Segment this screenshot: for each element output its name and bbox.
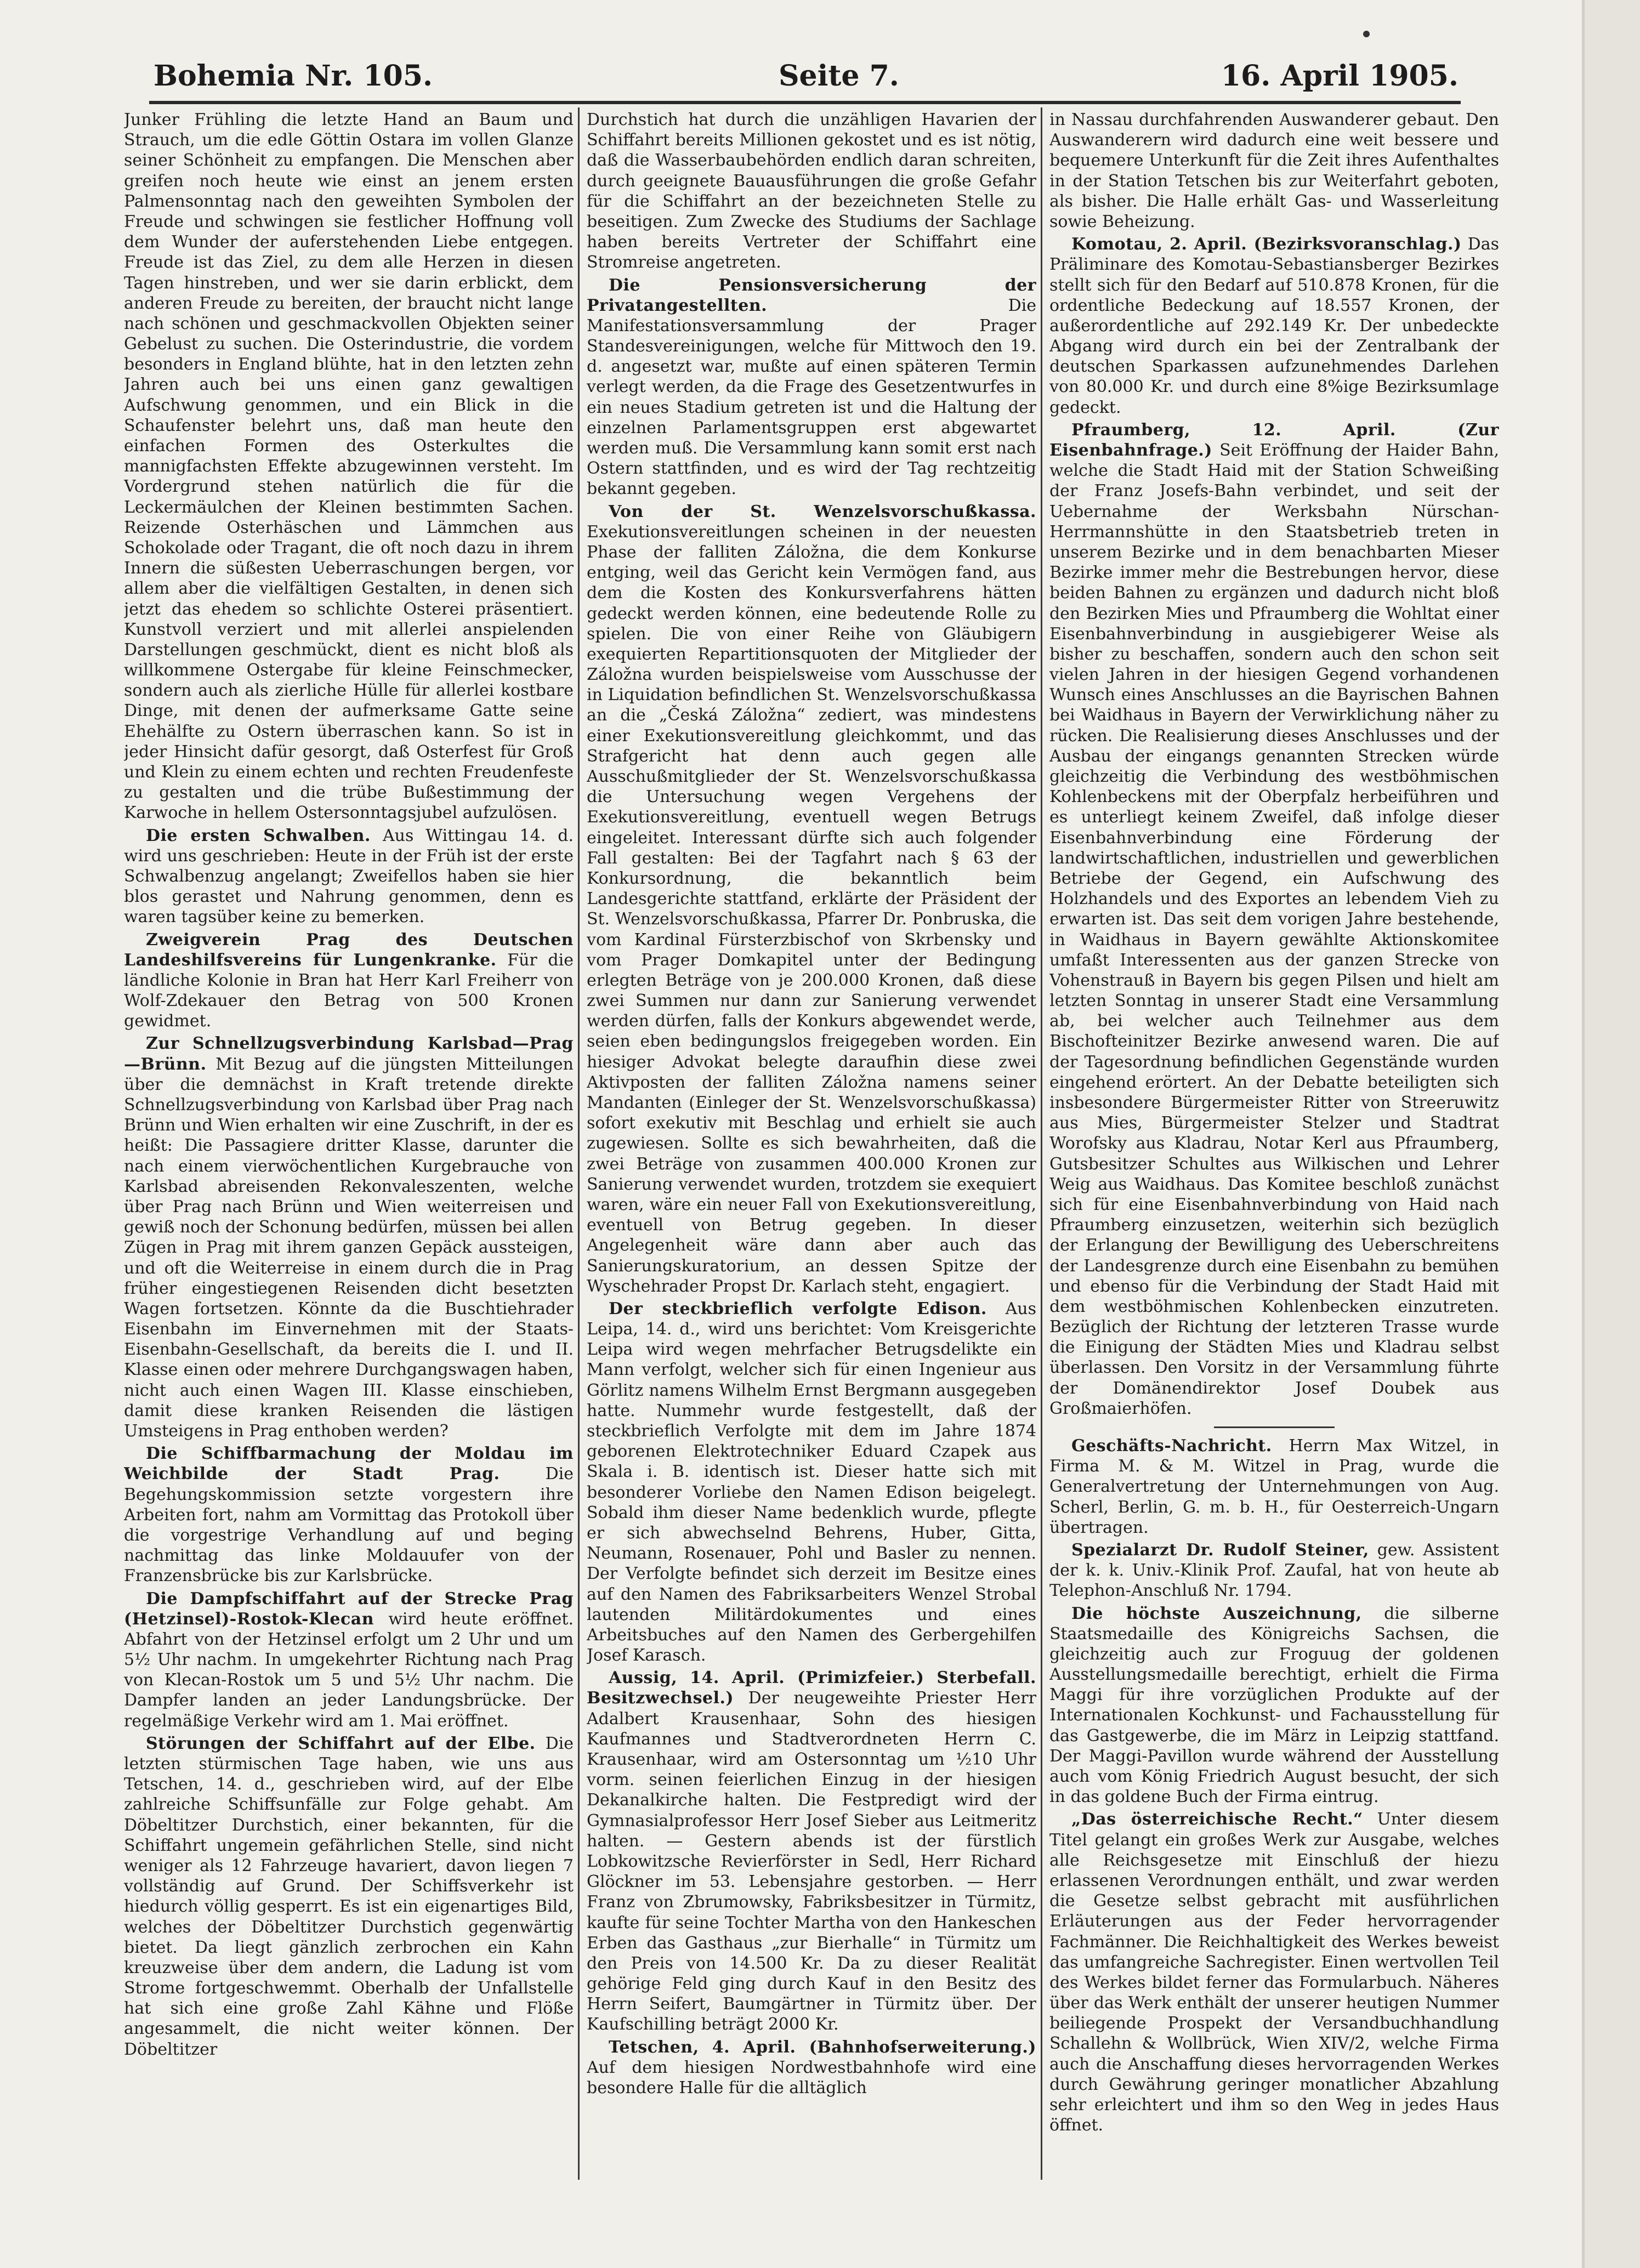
article-headline: Zweigverein Prag des Deutschen Landeshilfsvereins für Lungenkranke.: [124, 930, 574, 970]
article-text: Der neugeweihte Priester Herr Adalbert Krausenhaar, Sohn des hiesigen Kaufmannes und Stadtverordneten Herrn C. Krausenhaar, wird am Ostersonntag um ½10 Uhr vorm. seinen feierlichen Einzug in der hiesigen Dekanalkirche halten. Die Festpredigt wird der Gymnasialprofessor Herr Josef Sieber aus Leitmeritz halten. — Gestern abends ist der fürstlich Lobkowitzsche Revierförster in Sedl, Herr Richard Glöckner im 53. Lebensjahre gestorben. — Herr Franz von Zbrumowsky, Fabriksbesitzer in Türmitz, kaufte für seine Tochter Martha von den Hankeschen Erben das Gasthaus „zur Bierhalle“ in Türmitz um den Preis von 14.500 Kr. Da zu dieser Realität gehörige Feld ging durch Kauf in den Besitz des Herrn Seifert, Baumgärtner in Türmitz über. Der Kaufschilling beträgt 2000 Kr.: [587, 1689, 1036, 2034]
article-headline: Der steckbrieflich verfolgte Edison.: [609, 1299, 987, 1318]
article-text: Für die ländliche Kolonie in Bran hat Herr Karl Freiherr von Wolf-Zdekauer den Betrag von 500 Kronen gewidmet.: [124, 950, 574, 1031]
article-headline: Zur Schnellzugsverbindung Karlsbad—Prag—Brünn.: [124, 1034, 574, 1074]
article-headline: Die Pensionsversicherung der Privatangestellten.: [587, 275, 1036, 315]
article-text: die silberne Staatsmedaille des Königreichs Sachsen, die gleichzeitig auch zur Froguug der goldenen Ausstellungsmedaille berechtigt, erhielt die Firma Maggi für ihre vorzüglichen Produkte auf der Internationalen Kochkunst- und Fachausstellung für das Gastgewerbe, die im März in Leipzig stattfand. Der Maggi-Pavillon wurde während der Ausstellung auch vom König Friedrich August besucht, der sich in das goldene Buch der Firma eintrug.: [1049, 1604, 1499, 1807]
page-header: [154, 59, 1459, 92]
column-2: [587, 110, 1036, 2171]
article-text: Die Begehungskommission setzte vorgestern ihre Arbeiten fort, nahm am Vormittag das Protokoll über die vorgestrige Verhandlung auf und beging nachmittag das linke Moldauufer von der Franzensbrücke bis zur Karlsbrücke.: [124, 1464, 574, 1586]
article-headline: Pfraumberg, 12. April. (Zur Eisenbahnfrage.): [1049, 420, 1499, 460]
article-text: Aus Leipa, 14. d., wird uns berichtet: Vom Kreisgerichte Leipa wird wegen mehrfacher Betrugsdelikte ein Mann verfolgt, welcher sich für einen Ingenieur aus Görlitz namens Wilhelm Ernst Bergmann ausgegeben hatte. Nummehr wurde festgestellt, daß der steckbrieflich Verfolgte mit dem im Jahre 1874 geborenen Elektrotechniker Eduard Czapek aus Skala i. B. identisch ist. Dieser hatte sich mit besonderer Vorliebe den Namen Edison beigelegt. Sobald ihm dieser Name bedenklich wurde, pflegte er sich abwechselnd Behrens, Huber, Gitta, Neumann, Rosenauer, Pohl und Basler zu nennen. Der Verfolgte befindet sich derzeit im Besitze eines auf den Namen des Fabriksarbeiters Wenzel Strobal lautenden Militärdokumentes und eines Arbeitsbuches auf den Namen des Gerbergehilfen Josef Karasch.: [587, 1299, 1036, 1666]
article-paragraph: [124, 1589, 574, 1731]
article-headline: Die ersten Schwalben.: [146, 826, 371, 845]
article-paragraph: [124, 1033, 574, 1441]
article-headline: „Das österreichische Recht.“: [1071, 1810, 1363, 1829]
article-text: in Nassau durchfahrenden Auswanderer gebaut. Den Auswanderern wird dadurch eine weit bessere und bequemere Unterkunft für die Zeit ihres Aufenthaltes in der Station Tetschen bis zur Weiterfahrt geboten, als bisher. Die Halle erhält Gas- und Wasserleitung sowie Beheizung.: [1049, 110, 1499, 231]
page-number: Seite 7.: [779, 59, 899, 93]
article-paragraph: [1049, 1436, 1499, 1538]
article-text: Auf dem hiesigen Nordwestbahnhofe wird eine besondere Halle für die alltäglich: [587, 2057, 1036, 2098]
article-text: Exekutionsvereitlungen scheinen in der neuesten Phase der falliten Záložna, die dem Konkurse entging, weil das Gericht kein Vermögen fand, aus dem die Kosten des Konkursverfahrens hätten gedeckt werden können, eine bedeutende Rolle zu spielen. Die von einer Reihe von Gläubigern exequierten Repartitionsquoten der Mitglieder der Záložna wurden beispielsweise vom Ausschusse der in Liquidation befindlichen St. Wenzelsvorschußkassa an die „Česká Záložna“ zediert, was mindestens einer Exekutionsvereitlung gleichkommt, und das Strafgericht hat denn auch gegen alle Ausschußmitglieder der St. Wenzelsvorschußkassa die Untersuchung wegen Vergehens der Exekutionsvereitlung, eventuell wegen Betrugs eingeleitet. Interessant dürfte sich auch folgender Fall gestalten: Bei der Tagfahrt nach § 63 der Konkursordnung, die bekanntlich beim Landesgerichte stattfand, erklärte der Präsident der St. Wenzelsvorschußkassa, Pfarrer Dr. Ponbruska, die vom Kardinal Fürsterzbischof von Skrbensky und vom Prager Domkapitel unter der Bedingung erlegten Beträge von je 200.000 Kronen, daß diese zwei Summen nur dann zur Sanierung verwendet werden dürfen, falls der Konkurs abgewendet werde, seien eben bedingungslos freigegeben worden. Ein hiesiger Advokat belegte daraufhin diese zwei Aktivposten der falliten Záložna namens seiner Mandanten (Einleger der St. Wenzelsvorschußkassa) sofort exekutiv mit Beschlag und erhielt sie auch zugewiesen. Sollte es sich bewahrheiten, daß die zwei Beträge von zusammen 400.000 Kronen zur Sanierung verwendet wurden, trotzdem sie exequiert waren, wäre ein neuer Fall von Exekutionsvereitlung, eventuell von Betrug gegeben. In dieser Angelegenheit wäre dann aber auch das Sanierungskuratorium, an dessen Spitze der Wyschehrader Propst Dr. Karlach steht, engagiert.: [587, 522, 1036, 1296]
article-paragraph: [1049, 1540, 1499, 1601]
article-paragraph: [1049, 1604, 1499, 1807]
article-paragraph: [124, 930, 574, 1032]
article-headline: Komotau, 2. April. (Bezirksvoranschlag.): [1071, 235, 1462, 254]
article-text: Das Präliminare des Komotau-Sebastiansberger Bezirkes stellt sich für den Bedarf auf 510.878 Kronen, für die ordentliche Bedeckung auf 18.557 Kronen, der außerordentliche auf 292.149 Kr. Der unbedeckte Abgang wird durch ein bei der Zentralbank der deutschen Sparkassen aufzunehmendes Darlehen von 80.000 Kr. und durch eine 8%ige Bezirksumlage gedeckt.: [1049, 235, 1499, 417]
article-paragraph: [124, 1443, 574, 1586]
section-divider: [1214, 1426, 1335, 1428]
binding-margin: [1585, 0, 1640, 2268]
article-text: Herrn Max Witzel, in Firma M. & M. Witzel in Prag, wurde die Generalvertretung der Unternehmungen von Aug. Scherl, Berlin, G. m. b. H., für Oesterreich-Ungarn übertragen.: [1049, 1436, 1499, 1537]
article-text: Mit Bezug auf die jüngsten Mitteilungen über die demnächst in Kraft tretende direkte Schnellzugsverbindung von Karlsbad über Prag nach Brünn und Wien erhalten wir eine Zuschrift, in der es heißt: Die Passagiere dritter Klasse, darunter die nach einem vierwöchentlichen Kurgebrauche von Karlsbad abreisenden Rekonvaleszenten, welche über Prag nach Brünn und Wien weiterreisen und gewiß noch der Schonung bedürfen, müssen bei allen Zügen in Prag mit ihrem ganzen Gepäck aussteigen, und oft die Weiterreise in einem durch die in Prag früher eingestiegenen Reisenden dicht besetzten Wagen fortsetzen. Könnte da die Buschtiehrader Eisenbahn im Einvernehmen mit der Staats-Eisenbahn-Gesellschaft, da bereits die I. und II. Klasse einen oder mehrere Durchgangswagen haben, nicht auch einen Wagen III. Klasse einschieben, damit diese kranken Reisenden die lästigen Umsteigens in Prag enthoben werden?: [124, 1054, 574, 1441]
article-text: Aus Wittingau 14. d. wird uns geschrieben: Heute in der Früh ist der erste Schwalbenzug angelangt; Zweifellos haben sie hier blos gerastet und Nahrung genommen, denn es waren tagsüber keine zu bemerken.: [124, 826, 574, 927]
column-rule: [1041, 107, 1042, 2180]
article-text: Seit Eröffnung der Haider Bahn, welche die Stadt Haid mit der Station Schweißing der Franz Josefs-Bahn verbindet, und seit der Uebernahme der Werksbahn Nürschan-Herrmannshütte in den Staatsbetrieb treten in unserem Bezirke und in dem benachbarten Mieser Bezirke immer mehr die Bestrebungen hervor, diese beiden Bahnen zu ergänzen und dadurch nicht bloß den Bezirken Mies und Pfraumberg die Wohltat einer Eisenbahnverbindung in ausgiebigerer Weise als bisher zu beschaffen, sondern auch den schon seit vielen Jahren in der hiesigen Gegend vorhandenen Wunsch eines Anschlusses an die Bayrischen Bahnen bei Waidhaus in Bayern der Verwirklichung näher zu rücken. Die Realisierung dieses Anschlusses und der Ausbau der eingangs genannten Strecken würde gleichzeitig die Verbindung des westböhmischen Kohlenbeckens mit der Oberpfalz herbeiführen und es unterliegt keinem Zweifel, daß infolge dieser Eisenbahnverbindung eine Förderung der landwirtschaftlichen, industriellen und gewerblichen Betriebe der Gegend, ein Aufschwung des Holzhandels und des Exportes an lebendem Vieh zu erwarten ist. Das seit dem vorigen Jahre bestehende, in Waidhaus in Bayern gewählte Aktionskomitee umfaßt Interessenten aus der ganzen Strecke von Vohenstrauß in Bayern bis gegen Pilsen und hielt am letzten Sonntag in unserer Stadt eine Versammlung ab, bei welcher auch Teilnehmer aus dem Bischofteinitzer Bezirke anwesend waren. Die auf der Tagesordnung befindlichen Gegenstände wurden eingehend erörtert. An der Debatte beteiligten sich insbesondere Bürgermeister Ritter von Streeruwitz aus Mies, Bürgermeister Stelzer und Stadtrat Worofsky aus Kladrau, Notar Kerl aus Pfraumberg, Gutsbesitzer Schultes aus Wilkischen und Lehrer Weig aus Waidhaus. Das Komitee beschloß zunächst sich für eine Eisenbahnverbindung von Haid nach Pfraumberg einzusetzen, weiterhin sich bezüglich der Erlangung der Bewilligung des Ueberschreitens der Landesgrenze durch eine Eisenbahn zu bemühen und ebenso für die Verbindung der Stadt Haid mit dem westböhmischen Kohlenbecken einzutreten. Bezüglich der Richtung der letzteren Trasse wurde die Einigung der Städten Mies und Kladrau selbst überlassen. Den Vorsitz in der Versammlung führte der Domänendirektor Josef Doubek aus Großmaierhöfen.: [1049, 441, 1499, 1418]
article-paragraph: [587, 275, 1036, 499]
column-rule: [578, 107, 580, 2180]
issue-label: Bohemia Nr. 105.: [154, 59, 433, 93]
article-headline: Spezialarzt Dr. Rudolf Steiner,: [1071, 1540, 1369, 1560]
article-headline: Störungen der Schiffahrt auf der Elbe.: [146, 1733, 536, 1753]
article-headline: Geschäfts-Nachricht.: [1071, 1436, 1272, 1456]
article-headline: Tetschen, 4. April. (Bahnhofserweiterung.): [609, 2037, 1036, 2057]
article-paragraph: [587, 1299, 1036, 1666]
article-paragraph: [124, 826, 574, 928]
column-1: [124, 110, 574, 2171]
article-headline: Die höchste Auszeichnung,: [1071, 1604, 1362, 1623]
article-text: wird heute eröffnet. Abfahrt von der Hetzinsel erfolgt um 2 Uhr und um 5½ Uhr nachm. In umgekehrter Richtung nach Prag von Klecan-Rostok um 5 und 5½ Uhr nachm. Die Dampfer landen an jeder Landungsbrücke. Der regelmäßige Verkehr wird am 1. Mai eröffnet.: [124, 1609, 574, 1731]
article-paragraph: [1049, 234, 1499, 418]
column-3: [1049, 110, 1499, 2171]
article-paragraph: [1049, 420, 1499, 1419]
article-text: Die Manifestationsversammlung der Prager Standesvereinigungen, welche für Mittwoch den 19. d. angesetzt war, mußte auf einen späteren Termin verlegt werden, da die Frage des Gesetzentwurfes in ein neues Stadium getreten ist und die Haltung der einzelnen Parlamentsgruppen erst abgewartet werden muß. Die Versammlung kann somit erst nach Ostern stattfinden, und es wird der Tag rechtzeitig bekannt gegeben.: [587, 295, 1036, 499]
article-text: Die letzten stürmischen Tage haben, wie uns aus Tetschen, 14. d., geschrieben wird, auf der Elbe zahlreiche Schiffsunfälle zur Folge gehabt. Am Döbeltitzer Durchstich, einer bekannten, für die Schiffahrt ungemein gefährlichen Stelle, sind nicht weniger als 12 Fahrzeuge havariert, davon liegen 7 vollständig auf Grund. Der Schiffsverkehr ist hiedurch völlig gesperrt. Es ist ein eigenartiges Bild, welches der Döbeltitzer Durchstich gegenwärtig bietet. Da liegt gänzlich zerbrochen ein Kahn kreuzweise über dem andern, die Ladung ist vom Strome fortgeschwemmt. Oberhalb der Unfallstelle hat sich eine große Zahl Kähne und Flöße angesammelt, die nicht weiter können. Der Döbeltitzer: [124, 1733, 574, 2059]
header-rule: [149, 101, 1461, 104]
issue-date: 16. April 1905.: [1221, 59, 1459, 93]
article-paragraph: [124, 1733, 574, 2060]
article-headline: Von der St. Wenzelsvorschußkassa.: [609, 502, 1036, 521]
article-paragraph: [587, 1668, 1036, 2034]
article-text: gew. Assistent der k. k. Univ.-Klinik Prof. Zaufal, hat von heute ab Telephon-Anschluß Nr. 1794.: [1049, 1540, 1499, 1601]
ink-dot: [1363, 31, 1370, 37]
article-headline: Die Dampfschiffahrt auf der Strecke Prag (Hetzinsel)-Rostok-Klecan: [124, 1589, 574, 1629]
article-paragraph: [587, 2037, 1036, 2099]
article-headline: Aussig, 14. April. (Primizfeier.) Sterbefall. Besitzwechsel.): [587, 1668, 1036, 1708]
article-text: Unter diesem Titel gelangt ein großes Werk zur Ausgabe, welches alle Reichsgesetze mit Einschluß der hiezu erlassenen Verordnungen enthält, und zwar werden die Gesetze selbst gebracht mit ausführlichen Erläuterungen aus der Feder hervorragender Fachmänner. Die Reichhaltigkeit des Werkes beweist das umfangreiche Sachregister. Einen wertvollen Teil des Werkes bildet ferner das Formularbuch. Näheres über das Werk enthält der unserer heutigen Nummer beiliegende Prospekt der Versandbuchhandlung Schallehn & Wollbrück, Wien XIV/2, welche Firma auch die Anschaffung dieses hervorragenden Werkes durch Gewährung geringer monatlicher Abzahlung sehr erleichtert und ihm so den Weg in jedes Haus öffnet.: [1049, 1810, 1499, 2135]
article-text: Durchstich hat durch die unzähligen Havarien der Schiffahrt bereits Millionen gekostet und es ist nötig, daß die Wasserbaubehörden endlich daran schreiten, durch geeignete Bauausführungen die große Gefahr für die Schiffahrt an der bezeichneten Stelle zu beseitigen. Zum Zwecke des Studiums der Sachlage haben bereits Vertreter der Schiffahrt eine Stromreise angetreten.: [587, 110, 1036, 272]
article-headline: Die Schiffbarmachung der Moldau im Weichbilde der Stadt Prag.: [124, 1444, 574, 1484]
article-paragraph: [1049, 1809, 1499, 2135]
article-text: Junker Frühling die letzte Hand an Baum und Strauch, um die edle Göttin Ostara im vollen Glanze seiner Schönheit zu empfangen. Die Menschen aber greifen noch heute wie einst an jenem ersten Palmensonntag nach den geweihten Symbolen der Freude und schwingen sie festlicher Hoffnung voll dem Wunder der auferstehenden Liebe entgegen. Freude ist das Ziel, zu dem alle Herzen in diesen Tagen hinstreben, und wer sie darin erblickt, dem anderen Freude zu bereiten, der braucht nicht lange nach schönen und geschmackvollen Objekten seiner Gebelust zu suchen. Die Osterindustrie, die vordem besonders in England blühte, hat in den letzten zehn Jahren auch bei uns einen ganz gewaltigen Aufschwung genommen, und ein Blick in die Schaufenster belehrt uns, daß man heute den einfachen Formen des Osterkultes die mannigfachsten Effekte abzugewinnen versteht. Im Vordergrund stehen natürlich die für die Leckermäulchen der Kleinen bestimmten Sachen. Reizende Osterhäschen und Lämmchen aus Schokolade oder Tragant, die oft noch dazu in ihrem Innern die süßesten Ueberraschungen bergen, vor allem aber die vielfältigen Gestalten, in denen sich jetzt das ehedem so schlichte Osterei präsentiert. Kunstvoll verziert und mit allerlei anspielenden Darstellungen geschmückt, dient es nicht bloß als willkommene Ostergabe für kleine Feinschmecker, sondern auch als zierliche Hülle für allerlei kostbare Dinge, mit denen der aufmerksame Gatte seine Ehehälfte zu Ostern überraschen kann. So ist in jeder Hinsicht dafür gesorgt, daß Osterfest für Groß und Klein zu einem echten und rechten Freudenfeste zu gestalten und die trübe Bußestimmung der Karwoche in hellem Ostersonntagsjubel aufzulösen.: [124, 110, 574, 823]
article-paragraph: [587, 502, 1036, 1297]
